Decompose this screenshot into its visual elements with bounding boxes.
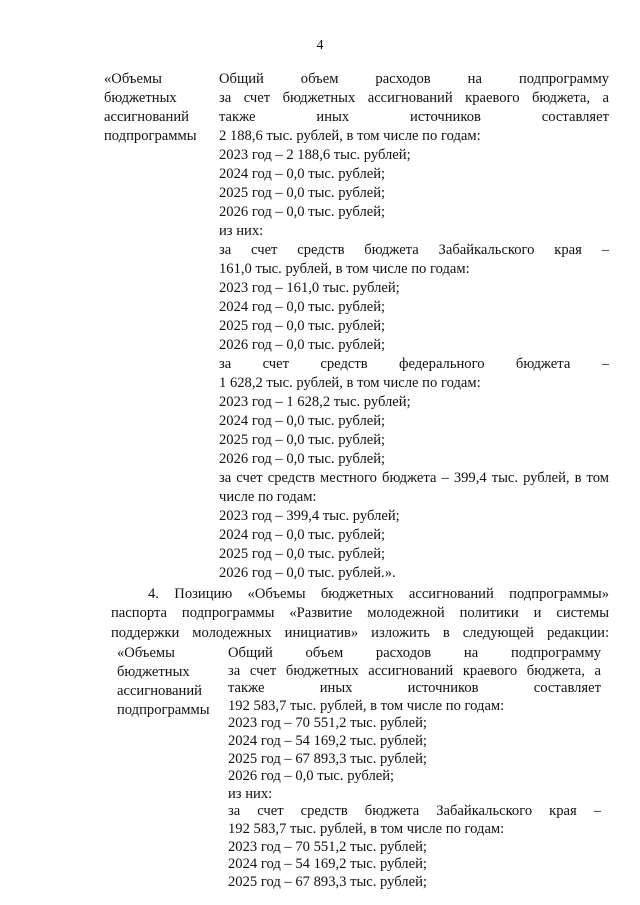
- block2-text-line: за счет бюджетных ассигнований краевого бюджета, а: [228, 662, 601, 679]
- block1-text-line: 2024 год – 0,0 тыс. рублей;: [219, 166, 386, 182]
- block1-text-line: 2024 год – 0,0 тыс. рублей;: [219, 299, 386, 315]
- block1-text-line: 2023 год – 399,4 тыс. рублей;: [219, 508, 400, 524]
- block1-text-line: из них:: [219, 223, 264, 239]
- block1-text-line: 161,0 тыс. рублей, в том числе по годам:: [219, 261, 470, 277]
- block1-text-line: 2026 год – 0,0 тыс. рублей.».: [219, 565, 396, 581]
- block1-text-line: числе по годам:: [219, 489, 317, 505]
- block1-label-line: подпрограммы: [104, 128, 197, 144]
- block2-text-line: 2023 год – 70 551,2 тыс. рублей;: [228, 715, 427, 732]
- block1-text-line: 2025 год – 0,0 тыс. рублей;: [219, 432, 386, 448]
- block2-text-line: 192 583,7 тыс. рублей, в том числе по годам:: [228, 821, 505, 837]
- block1-text-line: 1 628,2 тыс. рублей, в том числе по годам:: [219, 375, 481, 391]
- block1-text-line: 2024 год – 0,0 тыс. рублей;: [219, 413, 386, 429]
- amendment-paragraph: [111, 585, 609, 643]
- block1-text-line: за счет средств бюджета Забайкальского края –: [219, 242, 609, 258]
- block2-text-line: 2023 год – 70 551,2 тыс. рублей;: [228, 838, 427, 855]
- block1-text-line: 2025 год – 0,0 тыс. рублей;: [219, 546, 386, 562]
- block1-text-line: 2024 год – 0,0 тыс. рублей;: [219, 527, 386, 543]
- block2-text-line: 2024 год – 54 169,2 тыс. рублей;: [228, 856, 427, 873]
- block2-label-line: ассигнований: [117, 683, 202, 699]
- block1-text-line: 2026 год – 0,0 тыс. рублей;: [219, 451, 386, 467]
- block2-text-line: также иных источников составляет: [228, 680, 601, 697]
- block1-text-line: 2 188,6 тыс. рублей, в том числе по годам:: [219, 128, 481, 144]
- block2-text-line: 2025 год – 67 893,3 тыс. рублей;: [228, 750, 427, 767]
- block2-label-line: бюджетных: [117, 664, 190, 680]
- block1-text-line: Общий объем расходов на подпрограмму: [219, 71, 609, 87]
- block1-label-line: «Объемы: [104, 71, 162, 87]
- block2-text-line: 192 583,7 тыс. рублей, в том числе по годам:: [228, 697, 505, 714]
- paragraph-line: 4. Позицию «Объемы бюджетных ассигнований подпрограммы»: [148, 586, 609, 602]
- block1-label-line: бюджетных: [104, 90, 177, 106]
- page-number: 4: [316, 38, 324, 53]
- block1-label-line: ассигнований: [104, 109, 189, 125]
- block2-text-line: Общий объем расходов на подпрограмму: [228, 645, 601, 661]
- block1-text-line: также иных источников составляет: [219, 109, 609, 125]
- block1-text-line: 2026 год – 0,0 тыс. рублей;: [219, 337, 386, 353]
- block1-text-line: за счет средств местного бюджета – 399,4 тыс. рублей, в том: [219, 470, 609, 486]
- block1-text-line: за счет средств федерального бюджета –: [219, 356, 609, 372]
- block2-text-line: 2026 год – 0,0 тыс. рублей;: [228, 768, 395, 785]
- paragraph-line: паспорта подпрограммы «Развитие молодежной политики и системы: [111, 605, 609, 622]
- block2-text-line: 2025 год – 67 893,3 тыс. рублей;: [228, 873, 427, 890]
- block2-label-line: «Объемы: [117, 645, 175, 661]
- block1-text-line: за счет бюджетных ассигнований краевого бюджета, а: [219, 90, 609, 106]
- block1-text-line: 2023 год – 2 188,6 тыс. рублей;: [219, 147, 411, 163]
- block1-text-line: 2025 год – 0,0 тыс. рублей;: [219, 185, 386, 201]
- block1-text-line: 2025 год – 0,0 тыс. рублей;: [219, 318, 386, 334]
- block2-text-line: 2024 год – 54 169,2 тыс. рублей;: [228, 733, 427, 749]
- paragraph-line: поддержки молодежных инициатив» изложить в следующей редакции:: [111, 624, 609, 641]
- block1-text-line: 2023 год – 1 628,2 тыс. рублей;: [219, 394, 411, 410]
- block1-text-line: 2023 год – 161,0 тыс. рублей;: [219, 280, 400, 296]
- block2-text-line: за счет средств бюджета Забайкальского края –: [228, 803, 601, 820]
- block2-label-line: подпрограммы: [117, 702, 210, 718]
- block2-text-line: из них:: [228, 785, 273, 802]
- block1-text-line: 2026 год – 0,0 тыс. рублей;: [219, 204, 386, 220]
